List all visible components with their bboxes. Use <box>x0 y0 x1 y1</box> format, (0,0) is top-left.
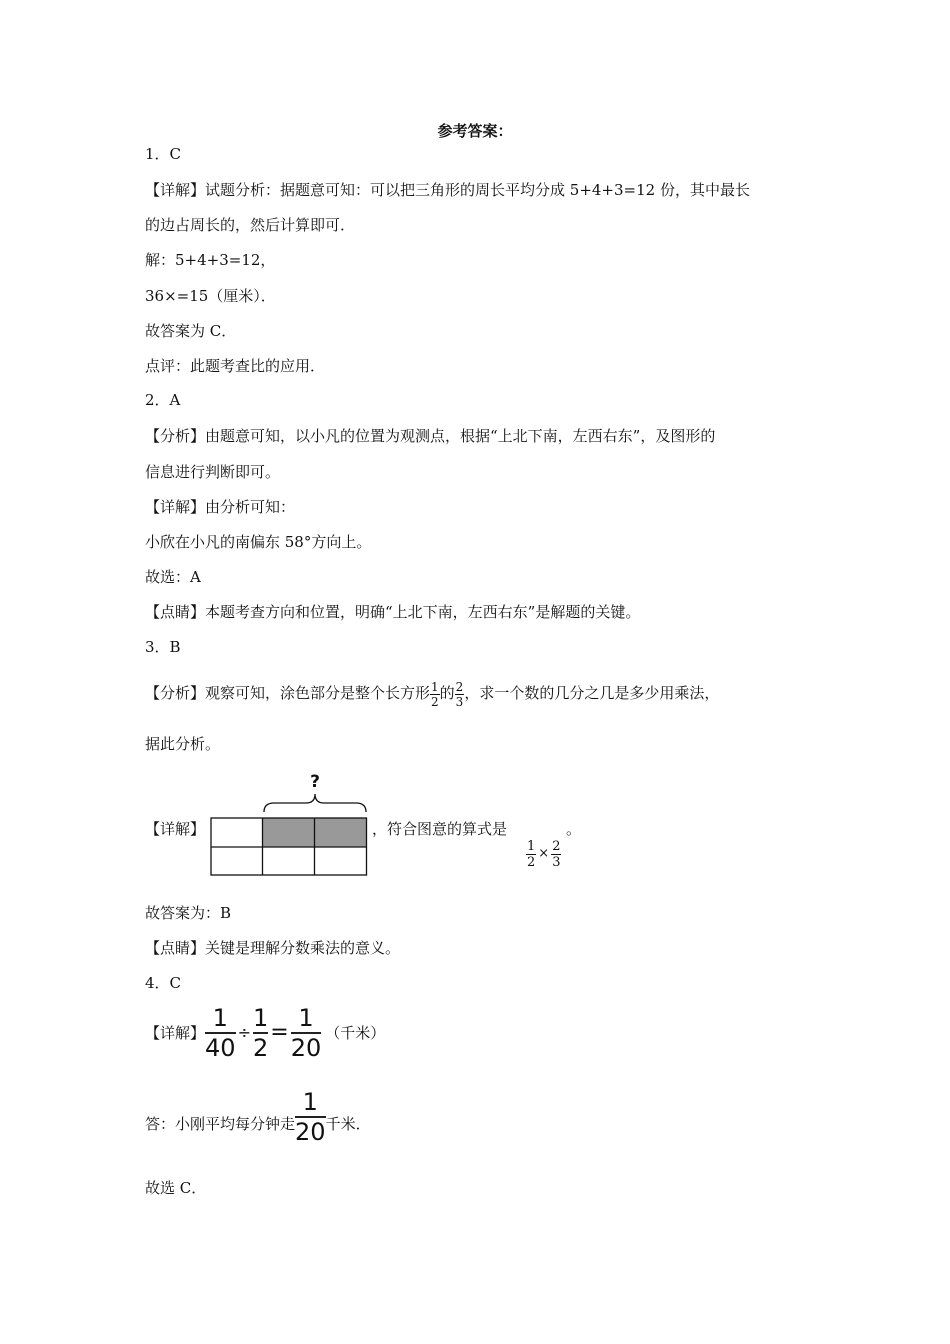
q2-analysis-cont: 信息进行判断即可。 <box>145 463 281 481</box>
fraction-1-20: $\frac{1}{20}$ <box>290 1004 322 1062</box>
q4-unit: （千米） <box>325 1024 386 1042</box>
rectangle-grid <box>210 817 368 877</box>
q3-point: 【点睛】关键是理解分数乘法的意义。 <box>145 939 401 957</box>
q3-number: 3．B <box>145 638 181 656</box>
fraction-1-40: $\frac{1}{40}$ <box>205 1004 236 1062</box>
q1-step1: 解：5+4+3=12， <box>145 251 276 269</box>
fraction-two-thirds: $\frac{2}{3}$ <box>455 679 464 709</box>
expr-fraction-two-thirds: $\frac{2}{3}$ <box>552 838 561 870</box>
divide-sign: ÷ <box>237 1023 251 1042</box>
brace-diagram <box>262 770 368 820</box>
q4-detail-label: 【详解】 <box>145 1024 206 1042</box>
q3-detail-text: ，符合图意的算式是 <box>372 820 508 838</box>
page-title: 参考答案： <box>437 122 513 140</box>
q2-point: 【点睛】本题考查方向和位置，明确“上北下南，左西右东”是解题的关键。 <box>145 603 641 621</box>
q4-answer-b: 千米． <box>325 1115 371 1133</box>
q4-choice: 故选 C． <box>145 1179 207 1197</box>
fraction-one-half: $\frac{1}{2}$ <box>431 679 439 709</box>
question-mark: ? <box>310 772 320 792</box>
q1-detail: 【详解】试题分析：据题意可知：可以把三角形的周长平均分成 5+4+3=12 份，其中最长 <box>145 181 750 199</box>
q3-end-mark: 。 <box>566 820 582 838</box>
fraction-1-2: $\frac{1}{2}$ <box>252 1004 269 1062</box>
q2-detail-cont: 小欣在小凡的南偏东 58°方向上。 <box>145 533 372 551</box>
expr-fraction-one-half: $\frac{1}{2}$ <box>527 838 536 870</box>
q4-answer <box>145 1088 371 1144</box>
q4-number: 4．C <box>145 974 182 992</box>
q3-expression <box>526 833 561 874</box>
q4-answer-a: 答：小刚平均每分钟走 <box>145 1115 296 1133</box>
q2-analysis: 【分析】由题意可知，以小凡的位置为观测点，根据“上北下南，左西右东”，及图形的 <box>145 427 716 445</box>
q3-analysis-cont: 据此分析。 <box>145 735 221 753</box>
q1-step2: 36×=15（厘米）． <box>145 287 276 305</box>
q3-answer: 故答案为：B <box>145 904 232 922</box>
answer-fraction-1-20: $\frac{1}{20}$ <box>295 1088 326 1146</box>
q2-detail: 【详解】由分析可知： <box>145 498 296 516</box>
q1-answer: 故答案为 C． <box>145 322 237 340</box>
q3-analysis-a: 【分析】观察可知，涂色部分是整个长方形 <box>145 684 431 702</box>
q1-detail-cont: 的边占周长的，然后计算即可． <box>145 216 356 234</box>
q3-analysis-c: ，求一个数的几分之几是多少用乘法， <box>464 684 720 702</box>
q3-detail-label: 【详解】 <box>145 820 206 838</box>
q3-analysis-b: 的 <box>439 684 455 702</box>
equals-sign: = <box>270 1020 289 1045</box>
q1-comment: 点评：此题考查比的应用． <box>145 357 326 375</box>
q1-number: 1．C <box>145 145 182 163</box>
q2-choice: 故选：A <box>145 568 201 586</box>
q3-analysis <box>145 676 719 710</box>
q4-detail <box>145 1004 385 1061</box>
expr-times: × <box>538 846 550 861</box>
q2-number: 2．A <box>145 391 181 409</box>
